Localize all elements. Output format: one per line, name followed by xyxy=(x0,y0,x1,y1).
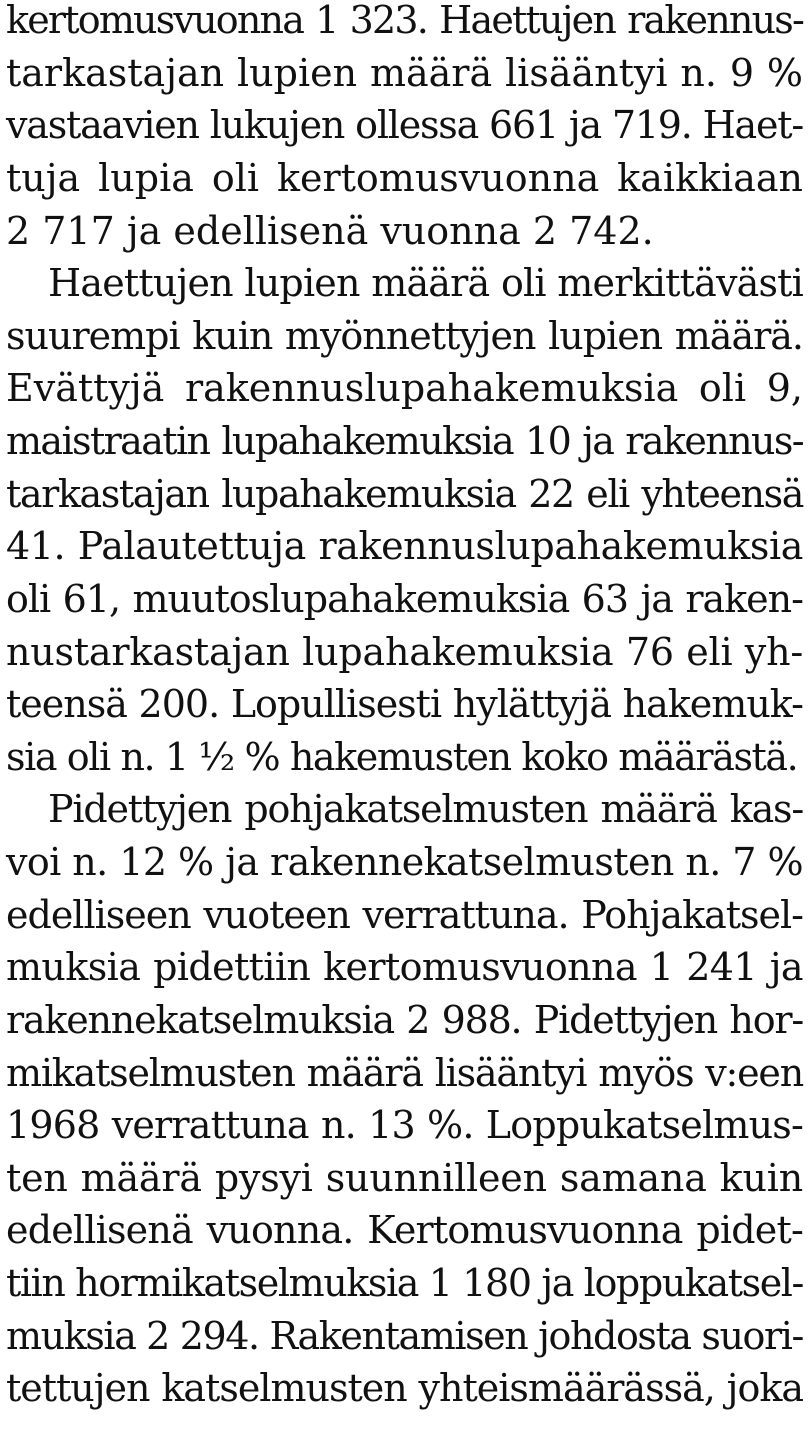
text-line: 1968 verrattuna n. 13 %. Loppukatselmus- xyxy=(6,1103,803,1147)
text-line: Pidettyjen pohjakatselmusten määrä kas- xyxy=(48,787,803,831)
text-line: rakennekatselmuksia 2 988. Pidettyjen hor- xyxy=(6,998,803,1042)
text-line: oli 61, muutoslupahakemuksia 63 ja raken- xyxy=(6,577,803,621)
text-line: kertomusvuonna 1 323. Haettujen rakennus- xyxy=(6,0,803,42)
text-line: tarkastajan lupien määrä lisääntyi n. 9 % xyxy=(6,51,803,95)
text-line: 2 717 ja edellisenä vuonna 2 742. xyxy=(6,209,654,253)
text-line: tettujen katselmusten yhteismäärässä, joka xyxy=(6,1366,803,1410)
text-line: voi n. 12 % ja rakennekatselmusten n. 7 % xyxy=(6,840,803,884)
text-line: edelliseen vuoteen verrattuna. Pohjakatsel- xyxy=(6,893,803,937)
text-line: suurempi kuin myönnettyjen lupien määrä. xyxy=(6,314,803,358)
text-line: Evättyjä rakennuslupahakemuksia oli 9, xyxy=(6,366,803,410)
text-line: muksia 2 294. Rakentamisen johdosta suori- xyxy=(6,1314,803,1358)
text-line: 41. Palautettuja rakennuslupahakemuksia xyxy=(6,524,803,568)
text-line: mikatselmusten määrä lisääntyi myös v:een xyxy=(6,1051,803,1095)
text-line: ten määrä pysyi suunnilleen samana kuin xyxy=(6,1156,803,1200)
text-line: sia oli n. 1 ½ % hakemusten koko määrästä. xyxy=(6,735,798,779)
text-line: maistraatin lupahakemuksia 10 ja rakennus- xyxy=(6,419,803,463)
text-line: tiin hormikatselmuksia 1 180 ja loppukatsel- xyxy=(6,1261,803,1305)
text-line: teensä 200. Lopullisesti hylättyjä hakemuk- xyxy=(6,682,803,726)
text-line: edellisenä vuonna. Kertomusvuonna pidet- xyxy=(6,1208,803,1252)
text-line: tuja lupia oli kertomusvuonna kaikkiaan xyxy=(6,156,803,200)
text-line: Haettujen lupien määrä oli merkittävästi xyxy=(48,261,803,305)
text-line: muksia pidettiin kertomusvuonna 1 241 ja xyxy=(6,945,803,989)
text-line: vastaavien lukujen ollessa 661 ja 719. Haet- xyxy=(6,103,803,147)
text-line: tarkastajan lupahakemuksia 22 eli yhteensä xyxy=(6,472,803,516)
text-line: nustarkastajan lupahakemuksia 76 eli yh- xyxy=(6,630,803,674)
